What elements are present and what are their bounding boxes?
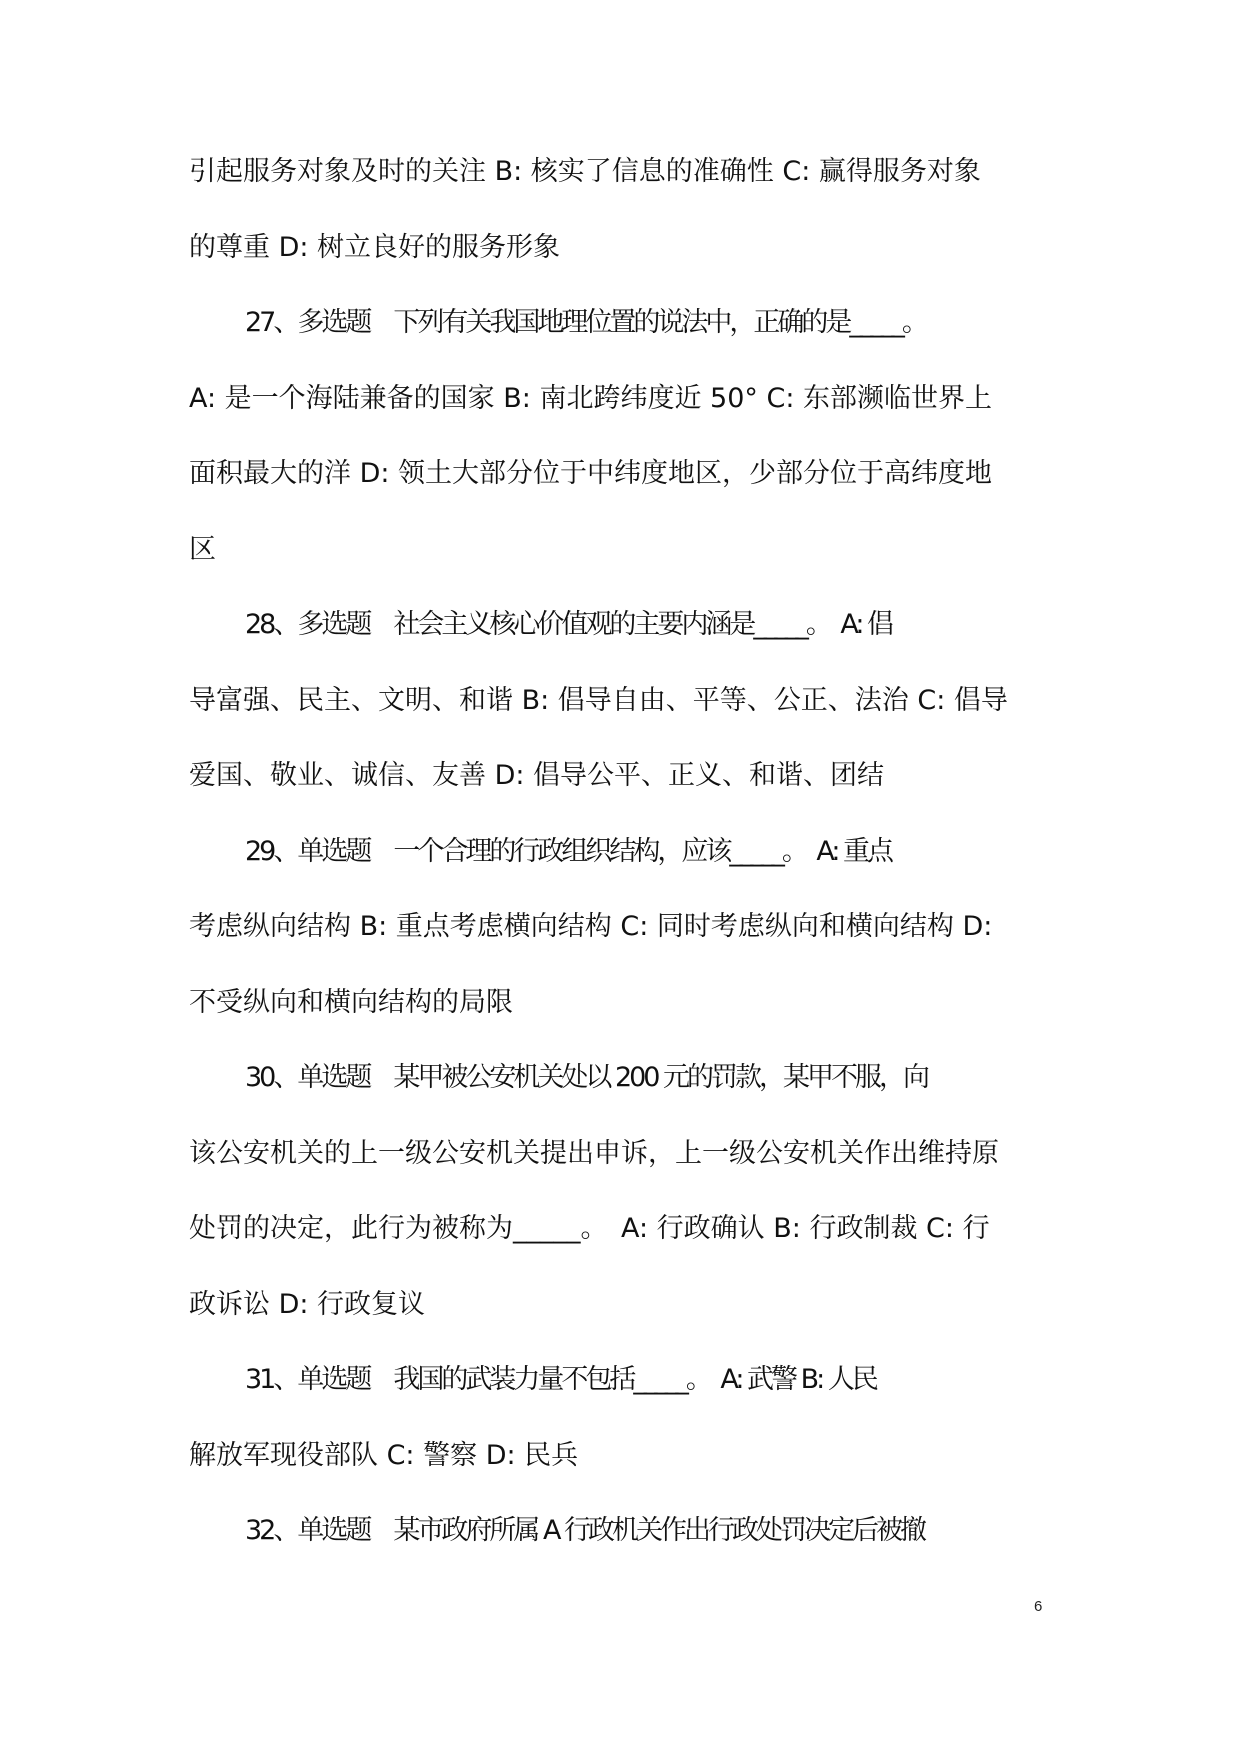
text-line: 31、单选题 我国的武装力量不包括_____。 A: 武警 B: 人民 [245,1364,876,1395]
text-line: 29、单选题 一个合理的行政组织结构，应该_____。 A: 重点 [245,835,892,867]
text-line: 的尊重 D: 树立良好的服务形象 [189,231,561,263]
text-line: 爱国、敬业、诚信、友善 D: 倡导公平、正义、和谐、团结 [189,760,885,791]
page-number: 6 [1034,1598,1043,1615]
text-line: 32、单选题 某市政府所属 A 行政机关作出行政处罚决定后被撤 [245,1515,924,1546]
text-line: 30、单选题 某甲被公安机关处以 200 元的罚款，某甲不服，向 [245,1062,928,1093]
text-line: 解放军现役部队 C: 警察 D: 民兵 [189,1439,579,1471]
text-line: 引起服务对象及时的关注 B: 核实了信息的准确性 C: 赢得服务对象 [189,156,981,187]
text-line: 27、多选题 下列有关我国地理位置的说法中，正确的是_____。 [245,307,926,338]
document-body [189,134,1055,1569]
text-line: 政诉讼 D: 行政复议 [189,1288,426,1320]
text-line: 考虑纵向结构 B: 重点考虑横向结构 C: 同时考虑纵向和横向结构 D: [189,911,993,942]
text-line: 导富强、民主、文明、和谐 B: 倡导自由、平等、公正、法治 C: 倡导 [189,684,1008,716]
text-line: 处罚的决定，此行为被称为_____。 A: 行政确认 B: 行政制裁 C: 行 [189,1213,990,1244]
text-line: 28、多选题 社会主义核心价值观的主要内涵是_____。 A: 倡 [245,609,892,640]
text-line: 区 [189,533,216,565]
text-line: 该公安机关的上一级公安机关提出申诉，上一级公安机关作出维持原 [189,1137,999,1169]
text-line: A: 是一个海陆兼备的国家 B: 南北跨纬度近 50° C: 东部濒临世界上 [189,382,993,414]
text-line: 面积最大的洋 D: 领土大部分位于中纬度地区，少部分位于高纬度地 [189,458,993,489]
text-line: 不受纵向和横向结构的局限 [189,986,513,1018]
